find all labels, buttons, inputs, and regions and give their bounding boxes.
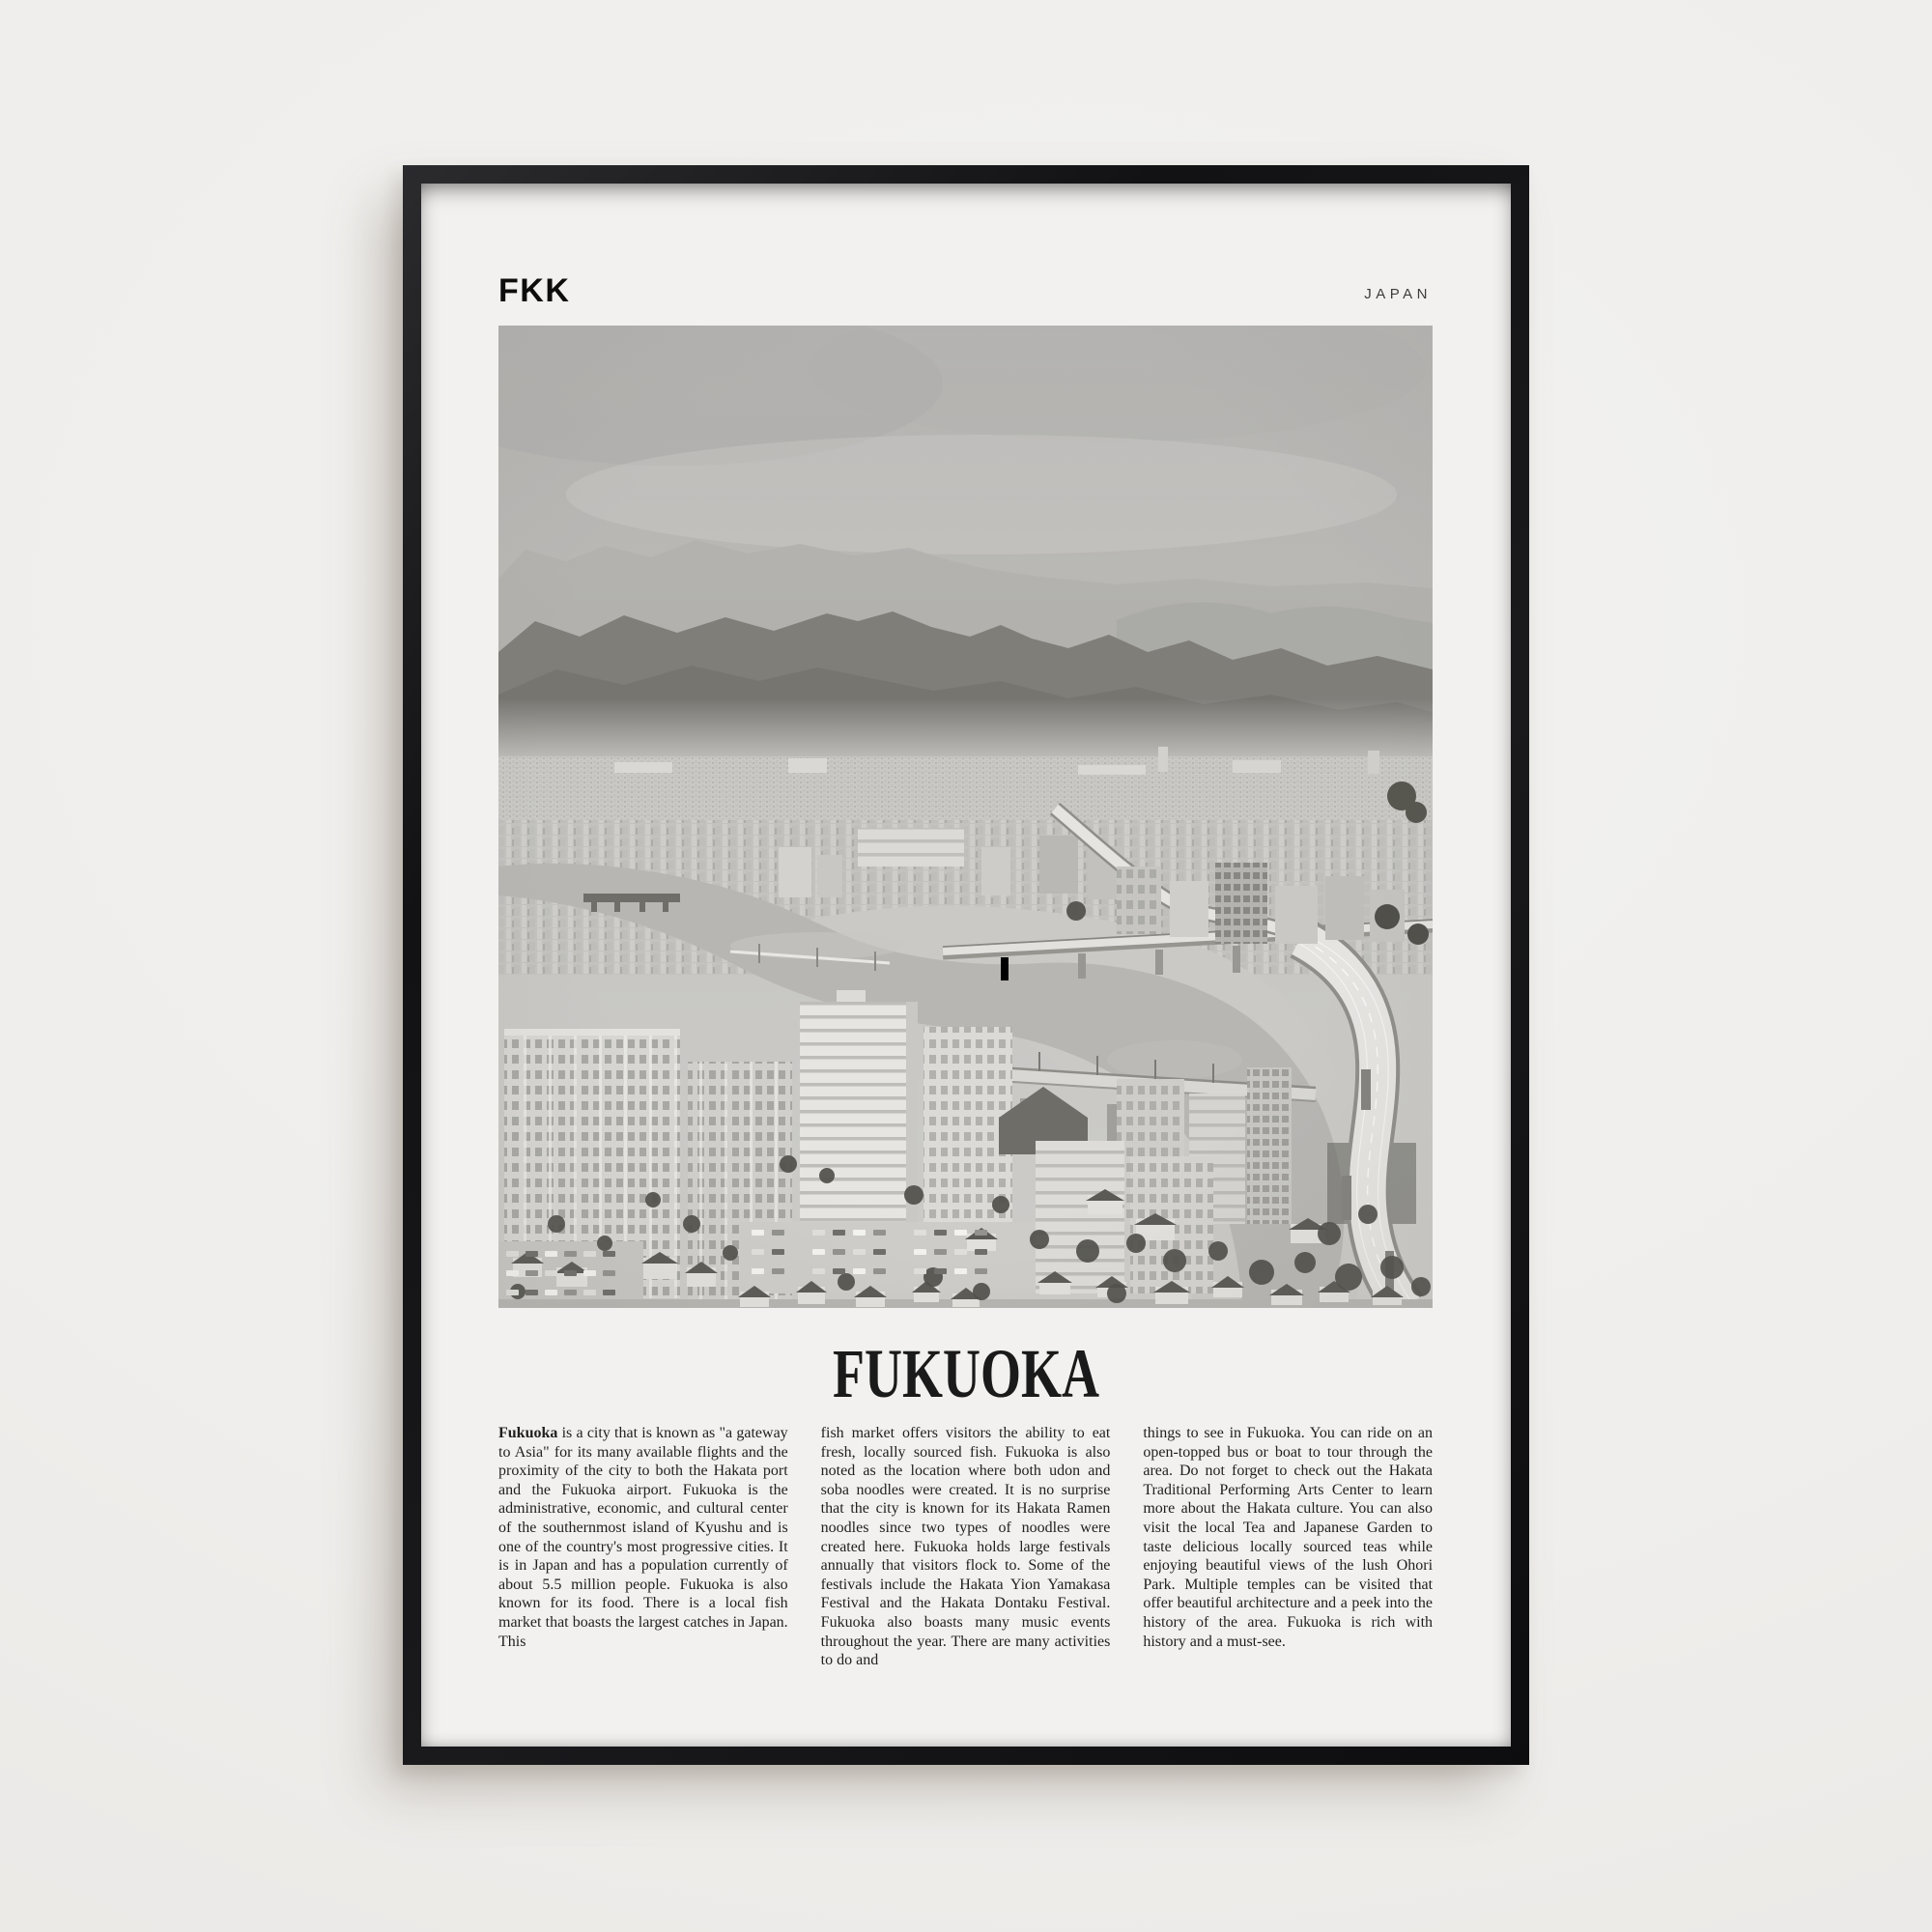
article-lead-word: Fukuoka bbox=[498, 1425, 558, 1441]
poster-paper bbox=[421, 184, 1511, 1747]
cityscape-photo bbox=[498, 326, 1433, 1308]
article-column-2: fish market offers visitors the ability to eat fresh, locally sourced fish. Fukuoka is also noted as the location where both udon and soba noodles were created. It is no surprise that the city is known for its Hakata Ramen noodles since two types of noodles were created here. Fukuoka holds large festivals annually that visitors flock to. Some of the festivals include the Hakata Yion Yamakasa Festival and the Hakata Dontaku Festival. Fukuoka also boasts many music events throughout the year. There are many activities to do and bbox=[820, 1425, 1111, 1669]
poster-region-label: JAPAN bbox=[1364, 286, 1432, 302]
article-columns bbox=[498, 1424, 1433, 1670]
article-column-3: things to see in Fukuoka. You can ride on an open-topped bus or boat to tour through the area. Do not forget to check out the Hakata Traditional Performing Arts Center to learn more about the Hakata culture. You can also visit the local Tea and Japanese Garden to taste delicious locally sourced teas while enjoying beautiful views of the lush Ohori Park. Multiple temples can be visited that offer beautiful architecture and a peek into the history of the area. Fukuoka is rich with history and a must-see. bbox=[1143, 1425, 1434, 1650]
cityscape-illustration bbox=[498, 326, 1433, 1308]
poster-frame bbox=[403, 165, 1529, 1765]
article-column-1 bbox=[498, 1424, 788, 1670]
poster-brand-code: FKK bbox=[498, 272, 571, 309]
poster-title: FUKUOKA bbox=[832, 1335, 1099, 1412]
article-column-1-text: is a city that is known as "a gateway to Asia" for its many available flights and the proximity of the city to both the Hakata port and the Fukuoka airport. Fukuoka is the administrative, economic, and cultural center of the southernmost island of Kyushu and is one of the country's most progressive cities. It is in Japan and has a population currently of about 5.5 million people. Fukuoka is also known for its food. There is a local fish market that boasts the largest catches in Japan. This bbox=[498, 1425, 788, 1650]
